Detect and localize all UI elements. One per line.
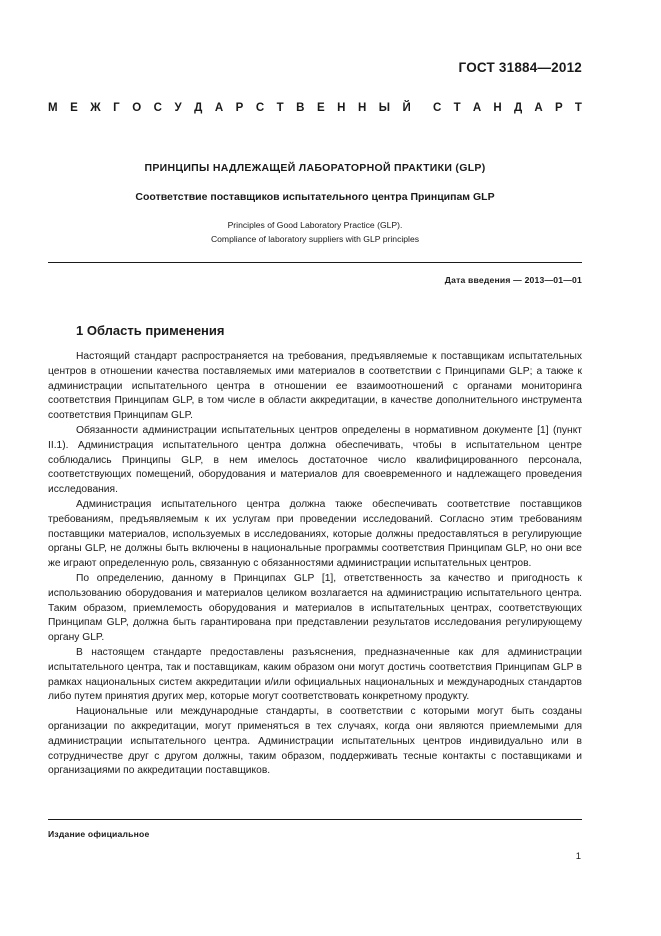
document-subtitle: Соответствие поставщиков испытательного центра Принципам GLP <box>135 191 495 203</box>
english-title <box>48 218 582 246</box>
paragraph-5: В настоящем стандарте предоставлены разъяснения, предназначенные как для администрации испытательного центра, так и поставщикам, каким образом они могут достичь соответствия Принципам GLP в рамках национальных систем аккредитации и/или официальных национальных и международных стандартов либо путем принятия других мер, которые могут соответствовать конкретному продукту. <box>48 646 582 703</box>
banner-word-interstate: М Е Ж Г О С У Д А Р С Т В Е Н Н Ы Й <box>48 102 411 114</box>
introduction-date: Дата введения — 2013—01—01 <box>444 275 582 285</box>
bottom-divider <box>48 819 582 820</box>
official-edition-label: Издание официальное <box>48 829 150 839</box>
top-divider <box>48 262 582 263</box>
document-title: ПРИНЦИПЫ НАДЛЕЖАЩЕЙ ЛАБОРАТОРНОЙ ПРАКТИКИ (GLP) <box>144 162 486 174</box>
banner-word-standard: С Т А Н Д А Р Т <box>433 102 582 114</box>
interstate-standard-banner <box>48 102 582 114</box>
paragraph-6: Национальные или международные стандарты, в соответствии с которыми могут быть созданы организации по аккредитации, могут применяться в тех случаях, когда они являются приемлемыми для администрации испытательного центра. Администрации испытательных центров индивидуально или в сотрудничестве друг с другом должны, таким образом, поддерживать тесные контакты с поставщиками и организациями по аккредитации поставщиков. <box>48 706 582 777</box>
paragraph-3: Администрация испытательного центра должна также обеспечивать соответствие поставщиков требованиям, предъявляемым к их услугам при проведении исследований. Согласно этим требованиям поставщики материалов, используемых в исследованиях, которые должны предоставляться в регулирующие органы GLP, не должны быть включены в национальные программы соответствия Принципам GLP, но они все же играют определенную роль, связанную с обязанностями администрации испытательных центров. <box>48 498 582 570</box>
gost-code: ГОСТ 31884—2012 <box>458 60 582 75</box>
english-title-line-1: Principles of Good Laboratory Practice (GLP). <box>227 220 403 230</box>
paragraph-1: Настоящий стандарт распространяется на требования, предъявляемые к поставщикам испытательных центров в отношении качества поставляемых ими материалов в соответствии с Принципами GLP; а также к администрации испытательного центра в отношении ее взаимоотношений с органами мониторинга соответствия Принципам GLP, в том числе в области аккредитации, в качестве дополнительного инструмента соответствия Принципам GLP. <box>48 351 582 422</box>
paragraph-4: По определению, данному в Принципах GLP [1], ответственность за качество и пригодность к использованию оборудования и материалов целиком возлагается на администрацию испытательного центра. Таким образом, приемлемость оборудования и материалов в испытательных центрах, соответствующих Принципам GLP, должна быть гарантирована при представлении результатов исследования регулирующему органу GLP. <box>48 572 582 644</box>
paragraph-2: Обязанности администрации испытательных центров определены в нормативном документе [1] (пункт II.1). Администрация испытательного центра должна обеспечивать, чтобы в испытательном центре соблюдались Принципы GLP, в нем имелось достаточное число квалифицированного персонала, соответствующих помещений, оборудования и материалов для своевременного и надлежащего проведения исследования. <box>48 424 582 496</box>
english-title-line-2: Compliance of laboratory suppliers with GLP principles <box>210 234 420 244</box>
page-number: 1 <box>575 851 581 862</box>
section-body <box>48 350 582 779</box>
section-heading: 1 Область применения <box>76 323 225 338</box>
